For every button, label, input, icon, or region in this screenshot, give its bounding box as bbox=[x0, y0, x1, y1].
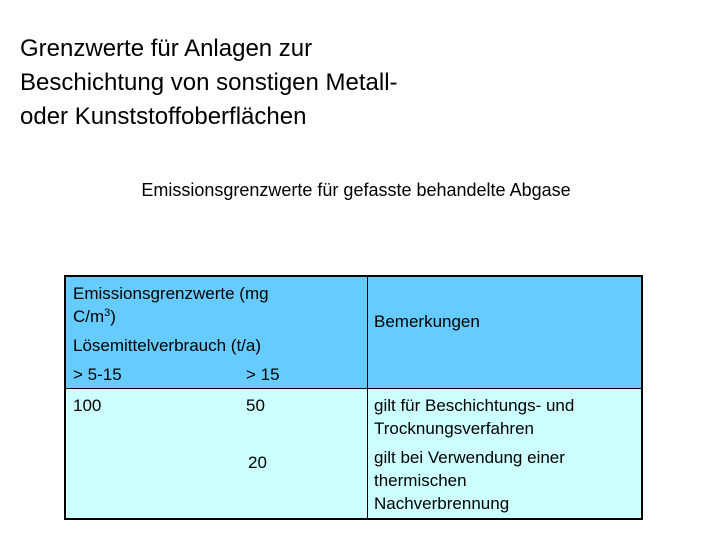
row-2-value-high: 20 bbox=[248, 453, 267, 472]
range-high-label: > 15 bbox=[246, 365, 280, 384]
title-line-3: oder Kunststoffoberflächen bbox=[20, 103, 307, 130]
limits-unit-close: ) bbox=[110, 307, 116, 326]
remarks-label: Bemerkungen bbox=[374, 312, 480, 331]
header-cell-limits bbox=[66, 277, 367, 388]
slide-title bbox=[20, 32, 700, 134]
row-2-remark: gilt bei Verwendung einer thermischen Nachverbrennung bbox=[374, 448, 565, 513]
row-divider bbox=[66, 388, 641, 389]
remarks-cell bbox=[368, 389, 641, 518]
row-1-value-high: 50 bbox=[246, 396, 265, 415]
consumption-label: Lösemittelverbrauch (t/a) bbox=[73, 336, 262, 355]
row-1-remark: gilt für Beschichtungs- und Trocknungsverfahren bbox=[374, 396, 575, 438]
title-line-2: Beschichtung von sonstigen Metall- bbox=[20, 69, 398, 96]
limits-unit-exponent: 3 bbox=[104, 307, 111, 319]
values-cell bbox=[66, 389, 367, 518]
column-divider bbox=[367, 277, 368, 518]
range-low-label: > 5-15 bbox=[73, 365, 122, 384]
row-1-value-low: 100 bbox=[73, 396, 102, 415]
limits-label-line-2 bbox=[73, 305, 116, 328]
header-cell-remarks bbox=[368, 277, 641, 388]
title-line-1: Grenzwerte für Anlagen zur bbox=[20, 35, 313, 62]
limits-label-line-1: Emissionsgrenzwerte (mg bbox=[73, 284, 269, 303]
emission-limits-table bbox=[64, 275, 643, 520]
limits-unit: C/m bbox=[73, 307, 105, 326]
table-caption: Emissionsgrenzwerte für gefasste behandelte Abgase bbox=[141, 180, 571, 200]
